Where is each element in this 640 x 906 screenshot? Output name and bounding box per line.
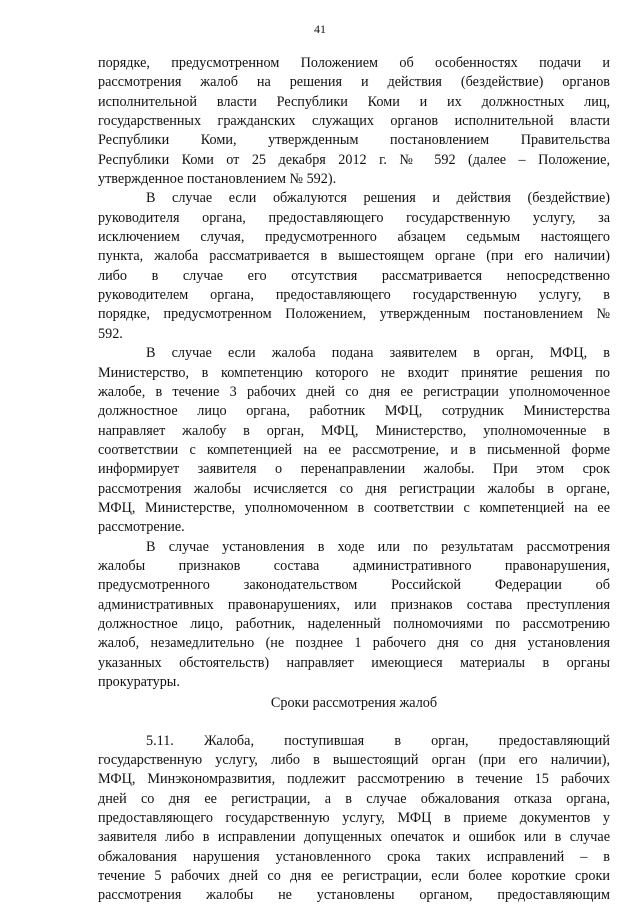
text-line: МФЦ, Минэкономразвития, подлежит рассмотрению в течение 15 рабочих [98, 771, 610, 788]
document-body [98, 54, 610, 906]
text-line: рассмотрения жалобы не установлены органом, предоставляющим [98, 887, 610, 904]
text-line: жалобе, в течение 3 рабочих дней со дня ее регистрации уполномоченное [98, 383, 610, 400]
text-line: исключением случая, предусмотренного абзацем седьмым настоящего [98, 229, 610, 246]
text-line: предоставляющего государственную услугу, МФЦ в приеме документов у [98, 810, 610, 827]
text-line: руководителя органа, предоставляющего государственную услугу, за [98, 209, 610, 226]
text-line: руководителем органа, предоставляющего государственную услугу, в [98, 287, 610, 304]
text-line: Республики Коми от 25 декабря 2012 г. № 592 (далее – Положение, [98, 151, 610, 168]
text-line: должностное лицо, работник, наделенный полномочиями по рассмотрению [98, 615, 610, 632]
text-line: государственную услугу, либо в вышестоящий орган (при его наличии), [98, 752, 610, 769]
text-line: рассмотрения жалоб на решения и действия (бездействие) органов [98, 74, 610, 91]
text-line: утвержденное постановлением № 592). [98, 171, 337, 188]
page-number: 41 [314, 22, 326, 36]
text-line: В случае установления в ходе или по результатам рассмотрения [146, 538, 610, 555]
text-line: должностное лицо органа, работник МФЦ, сотрудник Министерства [98, 403, 610, 420]
paragraph-2 [98, 189, 610, 344]
section-heading: Сроки рассмотрения жалоб [270, 695, 438, 712]
text-line: рассмотрение. [98, 519, 185, 536]
text-line: заявителя либо в исправлении допущенных опечаток и ошибок или в случае [98, 829, 610, 846]
text-line: порядке, предусмотренном Положением об особенностях подачи и [98, 55, 610, 71]
text-line: 5.11. Жалоба, поступившая в орган, предоставляющий [146, 732, 610, 749]
text-line: В случае если жалоба подана заявителем в орган, МФЦ, в [146, 345, 610, 362]
text-line: жалобы признаков состава административного правонарушения, [98, 557, 610, 574]
text-line: рассмотрения жалобы исчисляется со дня регистрации жалобы в органе, [98, 480, 610, 497]
text-line: либо в случае его отсутствия рассматривается непосредственно [98, 267, 610, 284]
text-line: исполнительной власти Республики Коми и их должностных лиц, [98, 93, 610, 110]
text-line: В случае если обжалуются решения и действия (бездействие) [146, 190, 610, 207]
text-line: направляет жалобу в орган, МФЦ, Министерство, уполномоченные в [98, 422, 610, 439]
text-line: предусмотренного законодательством Российской Федерации об [98, 577, 610, 594]
text-line: соответствии с компетенцией на ее рассмотрение, и в письменной форме [98, 441, 610, 458]
text-line: Республики Коми, утвержденным постановлением Правительства [98, 132, 610, 149]
paragraph-3 [98, 344, 610, 537]
text-line: обжалования нарушения установленного срока таких исправлений – в [98, 848, 610, 865]
text-line: государственных гражданских служащих органов исполнительной власти [98, 113, 610, 130]
paragraph-4 [98, 538, 610, 693]
text-line: пункта, жалоба рассматривается в вышестоящем органе (при его наличии) [98, 248, 610, 265]
text-line: жалоб, незамедлительно (не позднее 1 рабочего дня со дня установления [98, 635, 610, 652]
paragraph-1 [98, 54, 610, 189]
text-line: дней со дня ее регистрации, а в случае обжалования отказа органа, [98, 790, 610, 807]
text-line: МФЦ, Министерстве, уполномоченном в соответствии с компетенцией на ее [98, 499, 610, 516]
text-line: информирует заявителя о перенаправлении жалобы. При этом срок [98, 461, 610, 478]
text-line: Министерство, в компетенцию которого не входит принятие решения по [98, 364, 610, 381]
paragraph-5-11 [98, 732, 610, 906]
text-line: порядке, предусмотренном Положением, утвержденным постановлением № [98, 306, 610, 323]
text-line: прокуратуры. [98, 674, 180, 690]
text-line: 592. [98, 325, 123, 342]
text-line: течение 5 рабочих дней со дня ее регистрации, если более короткие сроки [98, 868, 610, 885]
text-line: указанных обстоятельств) направляет имеющиеся материалы в органы [98, 654, 610, 671]
text-line: административных правонарушениях, или признаков состава преступления [98, 596, 610, 613]
